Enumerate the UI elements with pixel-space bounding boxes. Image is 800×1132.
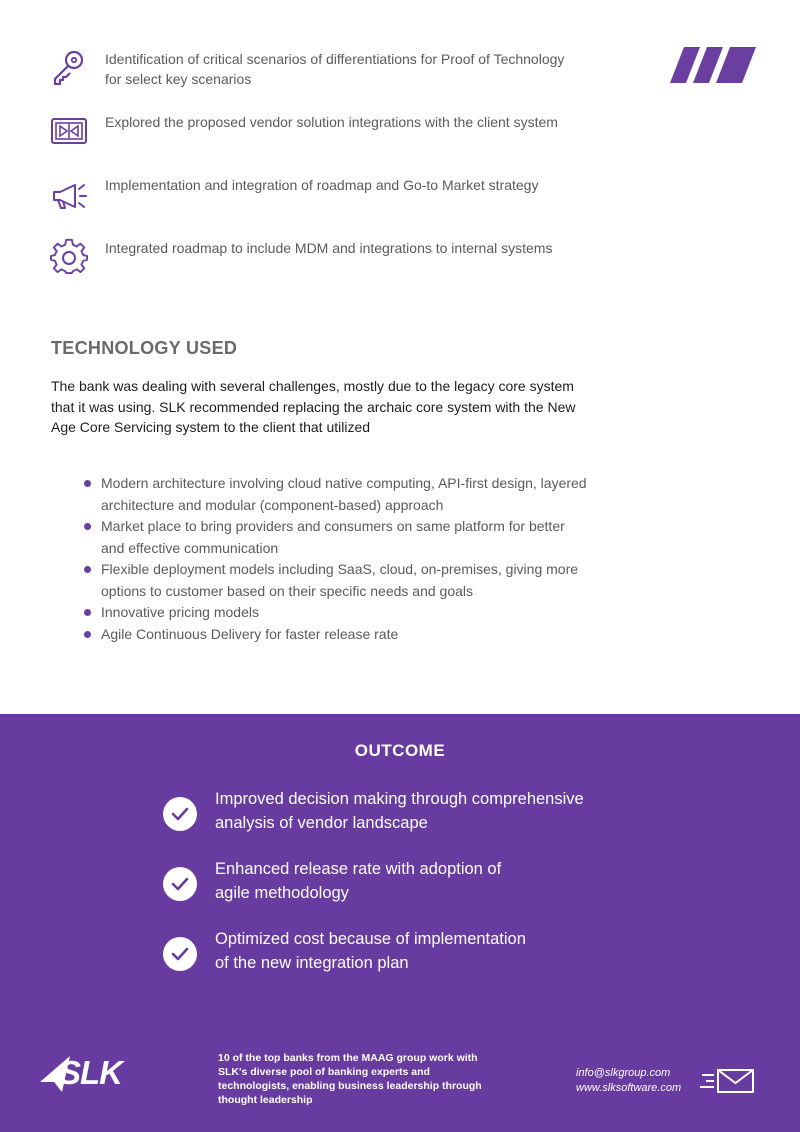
key-icon	[50, 49, 88, 87]
list-item	[82, 624, 592, 646]
outcome-line: of the new integration plan	[215, 954, 409, 972]
check-circle-icon	[163, 867, 197, 901]
list-item-text: Agile Continuous Delivery for faster release rate	[101, 625, 399, 642]
outcome-line: Optimized cost because of implementation	[215, 930, 526, 948]
bullet-list	[82, 473, 592, 645]
feature-text: Identification of critical scenarios of differentiations for Proof of Technology for select key scenarios	[105, 51, 565, 87]
feature-text: Explored the proposed vendor solution integrations with the client system	[105, 114, 558, 130]
outcome-line: analysis of vendor landscape	[215, 814, 428, 832]
list-item	[82, 473, 592, 516]
section-paragraph: The bank was dealing with several challenges, mostly due to the legacy core system that it was using. SLK recommended replacing the archaic core system with the New Age Core Servicing system to the client that utilized	[51, 378, 576, 435]
feature-item	[50, 175, 570, 225]
feature-text: Integrated roadmap to include MDM and integrations to internal systems	[105, 240, 553, 256]
logo-text: SLK	[59, 1054, 122, 1091]
bullet-dot	[84, 523, 91, 530]
feature-item	[50, 49, 570, 99]
list-item	[82, 602, 592, 624]
megaphone-icon	[50, 175, 88, 213]
email-link[interactable]: info@slkgroup.com	[576, 1067, 671, 1079]
check-circle-icon	[163, 937, 197, 971]
list-item-text: Flexible deployment models including SaaS, cloud, on-premises, giving more options to customer based on their specific needs and goals	[101, 561, 579, 599]
outcome-text	[215, 857, 655, 905]
website-link[interactable]: www.slksoftware.com	[576, 1081, 682, 1094]
list-item-text: Modern architecture involving cloud native computing, API-first design, layered architecture and modular (component-based) approach	[101, 475, 587, 513]
feature-item	[50, 112, 570, 162]
outcome-line: agile methodology	[215, 884, 349, 902]
stripes-decoration	[670, 47, 756, 83]
outcome-item	[163, 927, 653, 977]
feature-item	[50, 238, 570, 288]
outcome-title: OUTCOME	[354, 741, 446, 760]
outcome-line: Enhanced release rate with adoption of	[215, 860, 502, 878]
mail-icon	[700, 1067, 756, 1095]
bullet-dot	[84, 609, 91, 616]
bullet-dot	[84, 566, 91, 573]
list-item-text: Market place to bring providers and consumers on same platform for better and effective communication	[101, 518, 565, 556]
gear-icon	[50, 238, 88, 276]
bullet-dot	[84, 480, 91, 487]
contact-info	[576, 1066, 681, 1095]
feature-text: Implementation and integration of roadmap and Go-to Market strategy	[105, 177, 539, 193]
outcome-item	[163, 857, 653, 907]
footer-description: 10 of the top banks from the MAAG group work with SLK's diverse pool of banking experts and technologists, enabling business leadership through thought leadership	[218, 1052, 482, 1106]
section-title: TECHNOLOGY USED	[51, 338, 238, 358]
integration-icon	[50, 112, 88, 150]
list-item	[82, 559, 592, 602]
list-item	[82, 516, 592, 559]
outcome-text	[215, 927, 655, 975]
list-item-text: Innovative pricing models	[101, 604, 259, 620]
outcome-line: Improved decision making through comprehensive	[215, 790, 584, 808]
bullet-dot	[84, 631, 91, 638]
outcome-text	[215, 787, 655, 835]
outcome-item	[163, 787, 653, 837]
check-circle-icon	[163, 797, 197, 831]
